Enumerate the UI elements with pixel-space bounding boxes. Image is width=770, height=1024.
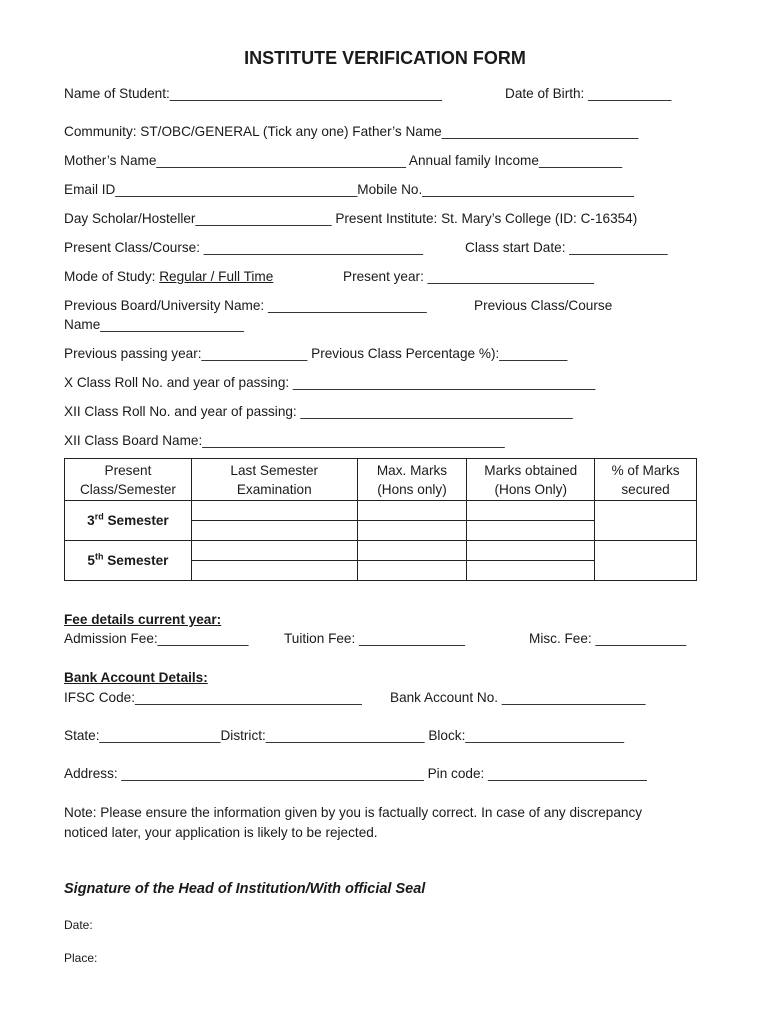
xii-roll-line[interactable]: XII Class Roll No. and year of passing: ____________________________________ <box>64 404 573 419</box>
mode-label: Mode of Study: <box>64 269 160 284</box>
present-year-field[interactable]: Present year: ______________________ <box>343 269 594 284</box>
table-cell[interactable] <box>191 561 357 581</box>
prev-class-label: Previous Class/Course <box>474 298 613 313</box>
bank-heading: Bank Account Details: <box>64 670 208 685</box>
table-cell[interactable] <box>191 541 357 561</box>
class-start-date-field[interactable]: Class start Date: _____________ <box>465 240 668 255</box>
fee-heading: Fee details current year: <box>64 612 222 627</box>
date-label: Date: <box>64 918 93 932</box>
place-label: Place: <box>64 951 98 965</box>
semester-5-label: 5th Semester <box>65 541 192 581</box>
prev-board-field[interactable]: Previous Board/University Name: _____________________ <box>64 298 427 313</box>
semester-3-label: 3rd Semester <box>65 501 192 541</box>
ifsc-field[interactable]: IFSC Code:______________________________ <box>64 690 362 705</box>
table-cell[interactable] <box>467 561 595 581</box>
note-line-2: noticed later, your application is likely to be rejected. <box>64 825 378 840</box>
community-father-line[interactable]: Community: ST/OBC/GENERAL (Tick any one) Father’s Name__________________________ <box>64 124 639 139</box>
x-roll-line[interactable]: X Class Roll No. and year of passing: ________________________________________ <box>64 375 596 390</box>
table-cell[interactable] <box>357 541 467 561</box>
table-cell[interactable] <box>595 501 697 541</box>
state-district-block-line[interactable]: State:________________District:_____________________ Block:_____________________ <box>64 728 625 743</box>
header-present-class: Present Class/Semester <box>65 459 192 501</box>
address-pin-line[interactable]: Address: ________________________________________ Pin code: _____________________ <box>64 766 647 781</box>
marks-table <box>64 458 697 581</box>
table-cell[interactable] <box>191 501 357 521</box>
table-header-row <box>65 459 697 501</box>
signature-label: Signature of the Head of Institution/With official Seal <box>64 881 426 897</box>
mode-of-study-label <box>64 268 273 286</box>
prev-year-percentage-line[interactable]: Previous passing year:______________ Previous Class Percentage %):_________ <box>64 346 568 361</box>
email-mobile-line[interactable]: Email ID________________________________Mobile No.____________________________ <box>64 182 634 197</box>
table-cell[interactable] <box>467 521 595 541</box>
prev-class-name-field[interactable]: Name___________________ <box>64 317 244 332</box>
present-class-field[interactable]: Present Class/Course: _____________________________ <box>64 240 424 255</box>
bank-account-field[interactable]: Bank Account No. ___________________ <box>390 690 646 705</box>
note-line-1: Note: Please ensure the information given by you is factually correct. In case of any discrepancy <box>64 805 643 820</box>
mother-income-line[interactable]: Mother’s Name_________________________________ Annual family Income___________ <box>64 153 623 168</box>
table-cell[interactable] <box>467 501 595 521</box>
xii-board-line[interactable]: XII Class Board Name:________________________________________ <box>64 433 505 448</box>
tuition-fee-field[interactable]: Tuition Fee: ______________ <box>284 631 465 646</box>
table-cell[interactable] <box>357 521 467 541</box>
form-title: INSTITUTE VERIFICATION FORM <box>244 48 526 68</box>
table-row <box>65 501 697 521</box>
table-cell[interactable] <box>595 541 697 581</box>
table-cell[interactable] <box>191 521 357 541</box>
student-name-field[interactable]: Name of Student:____________________________________ <box>64 86 442 101</box>
table-cell[interactable] <box>357 561 467 581</box>
header-marks-obtained: Marks obtained (Hons Only) <box>467 459 595 501</box>
admission-fee-field[interactable]: Admission Fee:____________ <box>64 631 249 646</box>
header-percent-marks: % of Marks secured <box>595 459 697 501</box>
dob-field[interactable]: Date of Birth: ___________ <box>505 86 672 101</box>
scholar-institute-line[interactable]: Day Scholar/Hosteller__________________ Present Institute: St. Mary’s College (ID: C-16354) <box>64 211 638 226</box>
misc-fee-field[interactable]: Misc. Fee: ____________ <box>529 631 687 646</box>
table-row <box>65 541 697 561</box>
table-cell[interactable] <box>467 541 595 561</box>
header-max-marks: Max. Marks (Hons only) <box>357 459 467 501</box>
table-cell[interactable] <box>357 501 467 521</box>
header-last-semester: Last Semester Examination <box>191 459 357 501</box>
mode-value: Regular / Full Time <box>159 269 274 284</box>
